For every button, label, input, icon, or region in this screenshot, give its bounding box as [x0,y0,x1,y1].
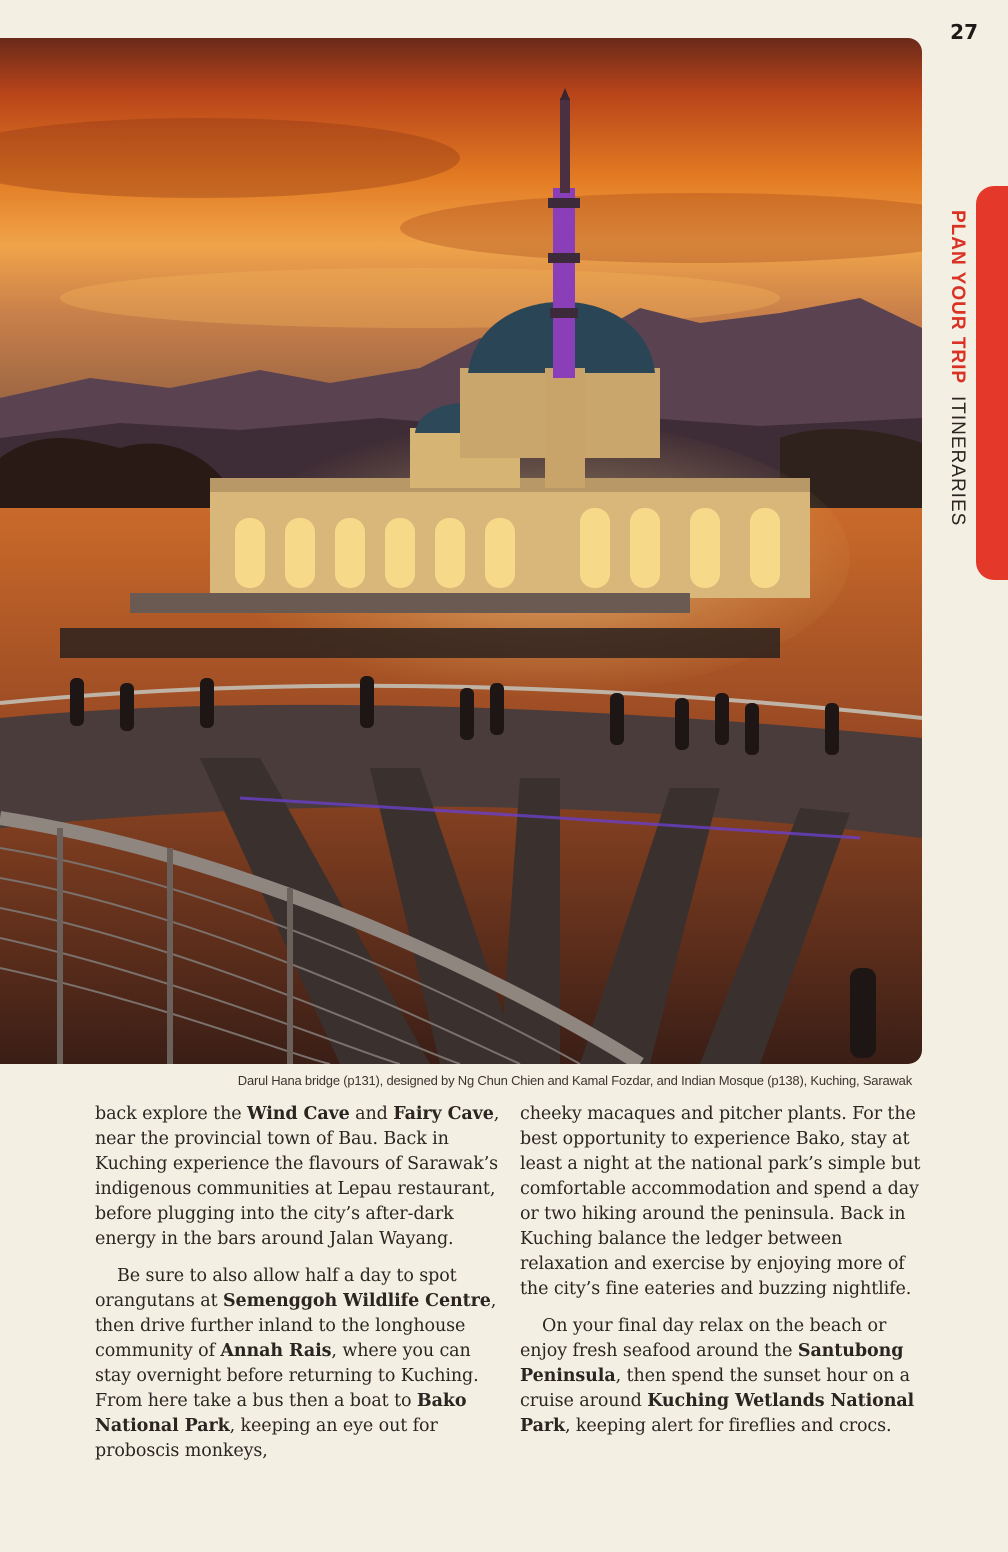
text: and [349,1104,394,1124]
text: , then drive further inland to the longhouse community of [95,1291,497,1361]
place-name: Semenggoh Wildlife Centre [223,1291,491,1311]
text: , then spend the sunset hour on a cruise around [520,1366,910,1411]
text: Be sure to also allow half a day to spot orangutans at [95,1266,457,1311]
text: back explore the [95,1104,247,1124]
place-name: Bako National Park [95,1391,467,1436]
paragraph [95,1264,503,1464]
paragraph [95,1102,503,1252]
photo-caption: Darul Hana bridge (p131), designed by Ng Chun Chien and Kamal Fozdar, and Indian Mosque (p138), Kuching, Sarawak [237,1073,912,1088]
text: , where you can stay overnight before returning to Kuching. From here take a bus then a boat to [95,1341,479,1411]
right-column [520,1102,928,1439]
section-label [940,210,968,540]
place-name: Fairy Cave [393,1104,494,1124]
text: , near the provincial town of Bau. Back in Kuching experience the flavours of Sarawak’s indigenous communities at Lepau restaurant, before plugging into the city’s after-dark energy in the bars around Jalan Wayang. [95,1104,500,1249]
place-name: Wind Cave [246,1104,350,1124]
paragraph: cheeky macaques and pitcher plants. For the best opportunity to experience Bako, stay at least a night at the national park’s simple but comfortable accommodation and spend a day or two hiking around the peninsula. Back in Kuching balance the ledger between relaxation and exercise by enjoying more of the city’s fine eateries and buzzing nightlife. [520,1104,921,1299]
text: On your final day relax on the beach or enjoy fresh seafood around the [520,1316,887,1361]
page-number: 27 [950,20,978,44]
left-column [95,1102,503,1464]
chapter-title: ITINERARIES [947,396,968,527]
section-tab [976,186,1008,580]
place-name: Santubong Peninsula [520,1341,904,1386]
paragraph [520,1314,928,1439]
place-name: Kuching Wetlands National Park [520,1391,915,1436]
sunset-mosque-photo [0,38,922,1064]
place-name: Annah Rais [220,1341,332,1361]
section-title: PLAN YOUR TRIP [947,210,968,385]
text: , keeping an eye out for proboscis monkeys, [95,1416,438,1461]
text: , keeping alert for fireflies and crocs. [564,1416,892,1436]
